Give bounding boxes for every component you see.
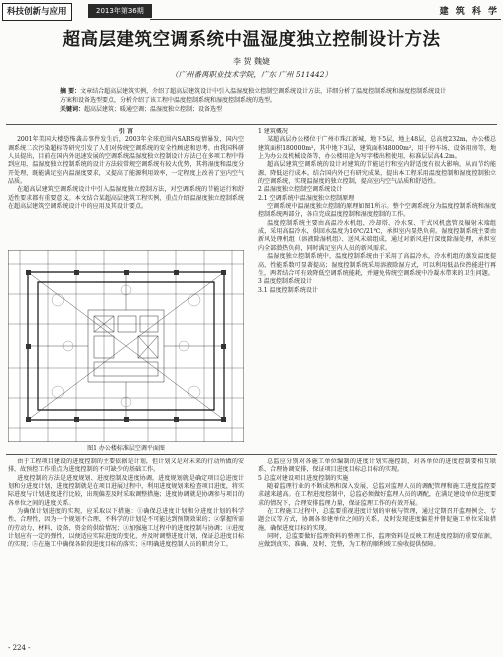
body-paragraph: 随着监理行业的不断成熟和深入发展，总监对监理人员的调配管理和施工进度监控要求越来越高。在工程进度控制中，总监必须做好监理人员的调配，在满足建设单位进度要求的情况下，合理安排监理力量，保证监理工作的有效开展。 <box>258 483 496 507</box>
journal-name-tag: 科技创新与应用 <box>2 3 72 21</box>
abstract-text: 文章结合超高层建筑实例，介绍了超高层建筑设计中引入温湿度独立控制空调系统设计方法，详细分析了温度控制系统和湿度控制系统设计方案和设备选型要点，分析介绍了该工程中温度控制系统和湿度控制系统的选型。 <box>60 88 447 104</box>
section-divider <box>6 454 497 455</box>
body-paragraph: 总监应分别对各施工单位编制的进度计划实施控制，对各单位的进度控制要相互联系、合理协调安排，保证项目进度目标总目标的实现。 <box>258 458 496 474</box>
section-heading: 1 建筑概况 <box>258 128 288 135</box>
body-paragraph: 由于工程项目建设的进度控制的主要依据是计划，但计划又是对未来的行动所做的安排，故预控工作重点为进度控制的不可缺少的基础工作。 <box>8 458 244 474</box>
floor-plan-drawing <box>8 250 244 442</box>
body-paragraph: 同时，总监要做好监理资料的整理工作，监理资料是反映工程进度控制的重要依据，应做到真实、准确、及时、完整，为工程的顺利竣工验收提供保障。 <box>258 533 496 549</box>
intro-paragraph: 2001年美国大楼恐怖袭击事件发生后，2003年全球范围内SARS疫情暴发，国内空调系统二次污染超标等研究引发了人们对传统空调系统的安全性顾虑和思考。由我国科研人员提出，目前在国内外迅速发展的空调系统温湿度独立控制设计方法已在多项工程中得到应用，温湿度独立控制系统的设计方法较常规空调系统有较大优势，其将湿度和温度分开处理，既能满足室内温湿度要求，又提高了能源利用效率，一定程度上改善了室内空气品质。 <box>8 136 244 186</box>
intro-heading: 引 言 <box>118 128 134 135</box>
subsection-heading: 3.1 温度控制系统设计 <box>258 286 318 294</box>
abstract-divider <box>6 124 497 125</box>
left-column <box>8 128 244 247</box>
body-paragraph: 超高层建筑空调系统的设计对建筑的节能运行和室内舒适度有很大影响，从而节约能源、降低运行成本。结合国内外已有研究成果，提出本工程采用温度控制和湿度控制独立的空调系统，实现温湿度的独立控制，提高室内空气品质和舒适性。 <box>258 161 496 186</box>
figure-caption: 图1 办公楼标准层空调平面图 <box>87 445 165 452</box>
abstract-block <box>60 87 452 114</box>
bottom-right-column <box>258 458 496 640</box>
right-column <box>258 128 496 452</box>
body-paragraph: 空调系统中温湿度独立控制的原理如图1所示。整个空调系统分为温度控制系统和湿度控制系统两部分，各自完成温度控制和湿度控制的工作。 <box>258 203 496 219</box>
section-category: 建 筑 科 学 <box>439 7 499 17</box>
body-paragraph: 温度控制系统主要由高温冷水机组、冷却塔、冷水泵、干式风机盘管及辐射末端组成，采用高温冷水，供回水温度为16℃/21℃，承担室内显热负荷。湿度控制系统主要由新风处理机组（溶液除湿机组）、送风末端组成，通过对新风进行深度除湿处理，承担室内全部潜热负荷，同时满足室内人员的新风需求。 <box>258 219 496 252</box>
intro-paragraph: 在超高层建筑空调系统设计中引入温湿度独立控制方法，对空调系统的节能运行和舒适性要求都有重要意义。本文结合某超高层建筑工程实例，重点介绍温湿度独立控制系统在超高层建筑空调系统设计中的应用及其设计要点。 <box>8 186 244 211</box>
body-paragraph: 进度控制的方法是进度规划、进度控制及进度协调，进度规划就是确定项目总进度计划和分进度计划，进度控制就是在项目进展过程中，利用进度规划来检查项目进度，将实际进度与计划进度进行比较，出现偏差及时采取调整措施；进度协调就是协调参与项目的各单位之间的进度关系。 <box>8 474 244 507</box>
header-divider <box>150 19 501 20</box>
author-affiliation: （广州番禺职业技术学院，广东 广州 511442） <box>171 70 332 79</box>
body-paragraph: 温湿度独立控制系统中，温度控制系统由于采用了高温冷水，冷水机组的蒸发温度提高，性能系数可显著提高；湿度控制系统采用溶液除湿方式，可以利用低品位热能进行再生，两者结合可有效降低空调系统能耗，并避免传统空调系统中冷凝水带来的卫生问题。 <box>258 253 496 277</box>
body-paragraph: 为确保计划进度的实现，应采取以下措施：①确保总进度计划和分进度计划的科学性、合理性，因为一个规划不合理、不科学的计划是不可能达到预期效果的；②掌握所需的劳动力、材料、设备、资金的供给情况；③加强施工过程中的进度控制与协调；④进度计划应有一定的弹性，以便适应实际进度的变化，并及时调整进度计划，保证总进度目标的实现；⑤在施工中确保各阶段进度目标的落实；⑥明确进度控制人员的职责分工。 <box>8 508 244 549</box>
issue-badge: 2013年第36期 <box>88 4 152 18</box>
keywords-label: 关键词： <box>60 106 85 113</box>
journal-header <box>0 0 503 22</box>
page-number: - 224 - <box>8 644 31 652</box>
body-paragraph: 某超高层办公楼位于广州市珠江新城，地下5层，地上48层，总高度232m，办公楼总建筑面积180000m²，其中地下3层，建筑面积48000m²，用于停车场、设备用房等，地上为办公及机械设备等，办公楼用途为写字楼出租使用，标准层层高4.2m。 <box>258 136 496 161</box>
subsection-heading: 2.1 空调系统中温湿度独立控制原理 <box>258 194 355 202</box>
body-paragraph: 在工程施工过程中，总监要重视进度计划的审核与管理，通过定期召开监理例会、专题会议等方式，协调各参建单位之间的关系，及时发现进度偏差并督促施工单位采取措施，确保进度目标的实现。 <box>258 508 496 532</box>
abstract-label: 摘 要： <box>60 88 81 95</box>
keywords-text: 超高层建筑；暖通空调；温湿度独立控制；设备选型 <box>84 106 223 113</box>
article-title: 超高层建筑空调系统中温湿度独立控制设计方法 <box>62 30 441 50</box>
article-authors: 李 贺 魏婕 <box>232 57 271 66</box>
section-heading: 3 温度控制系统设计 <box>258 278 313 286</box>
section-heading: 2 温湿度独立控制空调系统设计 <box>258 186 343 194</box>
section-heading: 5 总监对建设项目进度控制的实施 <box>258 474 349 482</box>
bottom-left-column <box>8 458 244 640</box>
floor-plan-figure <box>8 250 244 442</box>
